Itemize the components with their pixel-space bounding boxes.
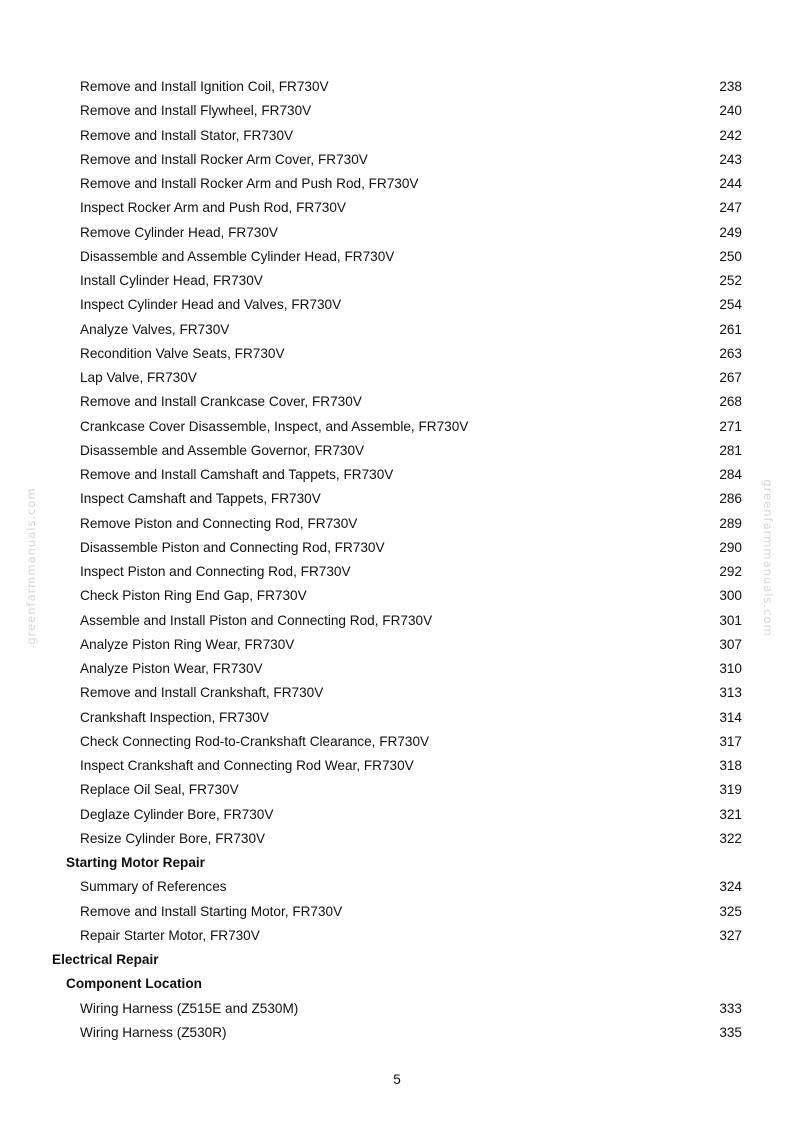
toc-subheading[interactable]: [0, 972, 794, 996]
toc-entry-title: Check Connecting Rod-to-Crankshaft Clearance, FR730V: [80, 733, 430, 749]
toc-entry[interactable]: [0, 706, 794, 730]
toc-entry-title: Inspect Piston and Connecting Rod, FR730V: [80, 564, 351, 579]
toc-entry-title: Wiring Harness (Z530R): [80, 1024, 227, 1040]
toc-entry-title: Disassemble and Assemble Governor, FR730V: [80, 442, 365, 458]
toc-entry-title: Remove and Install Camshaft and Tappets, FR730V: [80, 467, 394, 482]
toc-entry-title: Summary of References: [80, 879, 227, 895]
toc-entry-page-number: 292: [719, 564, 742, 579]
toc-entry-page-number: 268: [719, 394, 742, 410]
toc-entry[interactable]: [0, 342, 794, 366]
page-number: 5: [393, 1072, 401, 1087]
toc-entry[interactable]: [0, 536, 794, 560]
toc-entry-page-number: 327: [719, 927, 742, 943]
toc-entry[interactable]: [0, 196, 794, 220]
toc-entry-page-number: 244: [719, 176, 742, 191]
toc-entry-page-number: 238: [719, 79, 742, 94]
toc-entry[interactable]: [0, 560, 794, 584]
toc-entry[interactable]: [0, 390, 794, 414]
toc-entry-page-number: 254: [719, 297, 742, 313]
toc-heading[interactable]: [0, 948, 794, 972]
toc-entry-title: Recondition Valve Seats, FR730V: [80, 345, 285, 361]
toc-entry-page-number: 263: [719, 345, 742, 361]
toc-entry-page-number: 290: [719, 539, 742, 555]
toc-entry-title: Repair Starter Motor, FR730V: [80, 927, 260, 943]
watermark-left: greenfarmmanuals.com: [24, 487, 38, 645]
toc-entry-title: Analyze Piston Ring Wear, FR730V: [80, 636, 295, 652]
toc-entry-title: Check Piston Ring End Gap, FR730V: [80, 588, 307, 604]
toc-entry-title: Starting Motor Repair: [66, 855, 205, 870]
toc-entry-page-number: 301: [719, 612, 742, 628]
toc-entry-title: Crankcase Cover Disassemble, Inspect, and Assemble, FR730V: [80, 418, 469, 434]
toc-entry-title: Remove and Install Crankcase Cover, FR730V: [80, 394, 362, 410]
toc-entry-title: Component Location: [66, 976, 202, 992]
toc-entry[interactable]: [0, 415, 794, 439]
toc-entry-title: Deglaze Cylinder Bore, FR730V: [80, 806, 274, 822]
toc-entry-title: Remove and Install Stator, FR730V: [80, 127, 294, 143]
toc-entry-page-number: 261: [719, 321, 742, 337]
toc-entry-title: Install Cylinder Head, FR730V: [80, 273, 263, 288]
toc-entry[interactable]: [0, 124, 794, 148]
toc-entry-title: Resize Cylinder Bore, FR730V: [80, 830, 266, 846]
watermark-right: greenfarmmanuals.com: [761, 479, 775, 637]
toc-entry[interactable]: [0, 657, 794, 681]
toc-entry[interactable]: [0, 293, 794, 317]
toc-entry-title: Remove and Install Rocker Arm Cover, FR730V: [80, 151, 368, 167]
toc-entry[interactable]: [0, 221, 794, 245]
toc-entry[interactable]: [0, 172, 794, 196]
toc-entry[interactable]: [0, 584, 794, 608]
toc-entry-page-number: 247: [719, 200, 742, 216]
toc-entry-title: Wiring Harness (Z515E and Z530M): [80, 1000, 299, 1016]
toc-entry[interactable]: [0, 148, 794, 172]
toc-entry-page-number: 324: [719, 879, 742, 895]
toc-entry-title: Remove Piston and Connecting Rod, FR730V: [80, 515, 358, 531]
toc-entry-page-number: 314: [719, 709, 742, 725]
toc-entry-title: Remove and Install Crankshaft, FR730V: [80, 685, 324, 701]
toc-entry-title: Crankshaft Inspection, FR730V: [80, 709, 269, 725]
toc-entry[interactable]: [0, 803, 794, 827]
toc-entry-page-number: 322: [719, 830, 742, 846]
toc-entry-title: Remove and Install Flywheel, FR730V: [80, 103, 312, 119]
toc-entry-title: Remove and Install Rocker Arm and Push Rod, FR730V: [80, 176, 419, 191]
toc-entry-page-number: 317: [719, 733, 742, 749]
toc-entry[interactable]: [0, 512, 794, 536]
table-of-contents: [0, 75, 794, 1045]
toc-entry[interactable]: [0, 924, 794, 948]
toc-entry-page-number: 243: [719, 151, 742, 167]
toc-entry[interactable]: [0, 778, 794, 802]
toc-subheading[interactable]: [0, 851, 794, 875]
toc-entry[interactable]: [0, 318, 794, 342]
toc-entry-title: Inspect Crankshaft and Connecting Rod Wear, FR730V: [80, 758, 414, 773]
toc-entry-title: Remove and Install Starting Motor, FR730V: [80, 903, 343, 919]
toc-entry-page-number: 249: [719, 224, 742, 240]
toc-entry-page-number: 335: [719, 1024, 742, 1040]
toc-entry-title: Assemble and Install Piston and Connecting Rod, FR730V: [80, 612, 433, 628]
toc-entry-page-number: 313: [719, 685, 742, 701]
toc-entry-page-number: 319: [719, 782, 742, 798]
toc-entry-title: Electrical Repair: [52, 952, 159, 967]
toc-entry[interactable]: [0, 633, 794, 657]
toc-entry[interactable]: [0, 1021, 794, 1045]
toc-entry-page-number: 321: [719, 806, 742, 822]
toc-entry-title: Analyze Piston Wear, FR730V: [80, 661, 263, 676]
toc-entry-title: Inspect Camshaft and Tappets, FR730V: [80, 491, 321, 507]
toc-entry-page-number: 286: [719, 491, 742, 507]
toc-entry-title: Inspect Cylinder Head and Valves, FR730V: [80, 297, 342, 313]
toc-entry[interactable]: [0, 75, 794, 99]
toc-entry[interactable]: [0, 439, 794, 463]
toc-entry-page-number: 310: [719, 661, 742, 676]
toc-entry[interactable]: [0, 730, 794, 754]
toc-entry-page-number: 284: [719, 467, 742, 482]
toc-entry-page-number: 325: [719, 903, 742, 919]
toc-entry[interactable]: [0, 875, 794, 899]
toc-entry-page-number: 252: [719, 273, 742, 288]
toc-entry-title: Remove Cylinder Head, FR730V: [80, 224, 278, 240]
toc-entry[interactable]: [0, 245, 794, 269]
toc-entry[interactable]: [0, 997, 794, 1021]
toc-entry-page-number: 242: [719, 127, 742, 143]
toc-entry-page-number: 289: [719, 515, 742, 531]
toc-entry-title: Analyze Valves, FR730V: [80, 321, 230, 337]
toc-entry-page-number: 271: [719, 418, 742, 434]
toc-entry[interactable]: [0, 900, 794, 924]
toc-entry-title: Lap Valve, FR730V: [80, 370, 197, 385]
toc-entry-page-number: 240: [719, 103, 742, 119]
toc-entry[interactable]: [0, 754, 794, 778]
toc-entry-page-number: 300: [719, 588, 742, 604]
toc-entry-title: Remove and Install Ignition Coil, FR730V: [80, 79, 329, 94]
toc-entry[interactable]: [0, 99, 794, 123]
toc-entry[interactable]: [0, 366, 794, 390]
toc-entry[interactable]: [0, 609, 794, 633]
toc-entry-title: Disassemble and Assemble Cylinder Head, FR730V: [80, 248, 395, 264]
toc-entry[interactable]: [0, 681, 794, 705]
toc-entry[interactable]: [0, 269, 794, 293]
toc-entry-page-number: 267: [719, 370, 742, 385]
toc-entry-title: Disassemble Piston and Connecting Rod, FR730V: [80, 539, 385, 555]
toc-entry[interactable]: [0, 827, 794, 851]
toc-entry-page-number: 250: [719, 248, 742, 264]
toc-entry-title: Inspect Rocker Arm and Push Rod, FR730V: [80, 200, 346, 216]
toc-entry-page-number: 281: [719, 442, 742, 458]
toc-entry[interactable]: [0, 487, 794, 511]
toc-entry-page-number: 307: [719, 636, 742, 652]
toc-entry-page-number: 333: [719, 1000, 742, 1016]
toc-entry[interactable]: [0, 463, 794, 487]
toc-entry-title: Replace Oil Seal, FR730V: [80, 782, 239, 798]
toc-entry-page-number: 318: [719, 758, 742, 773]
